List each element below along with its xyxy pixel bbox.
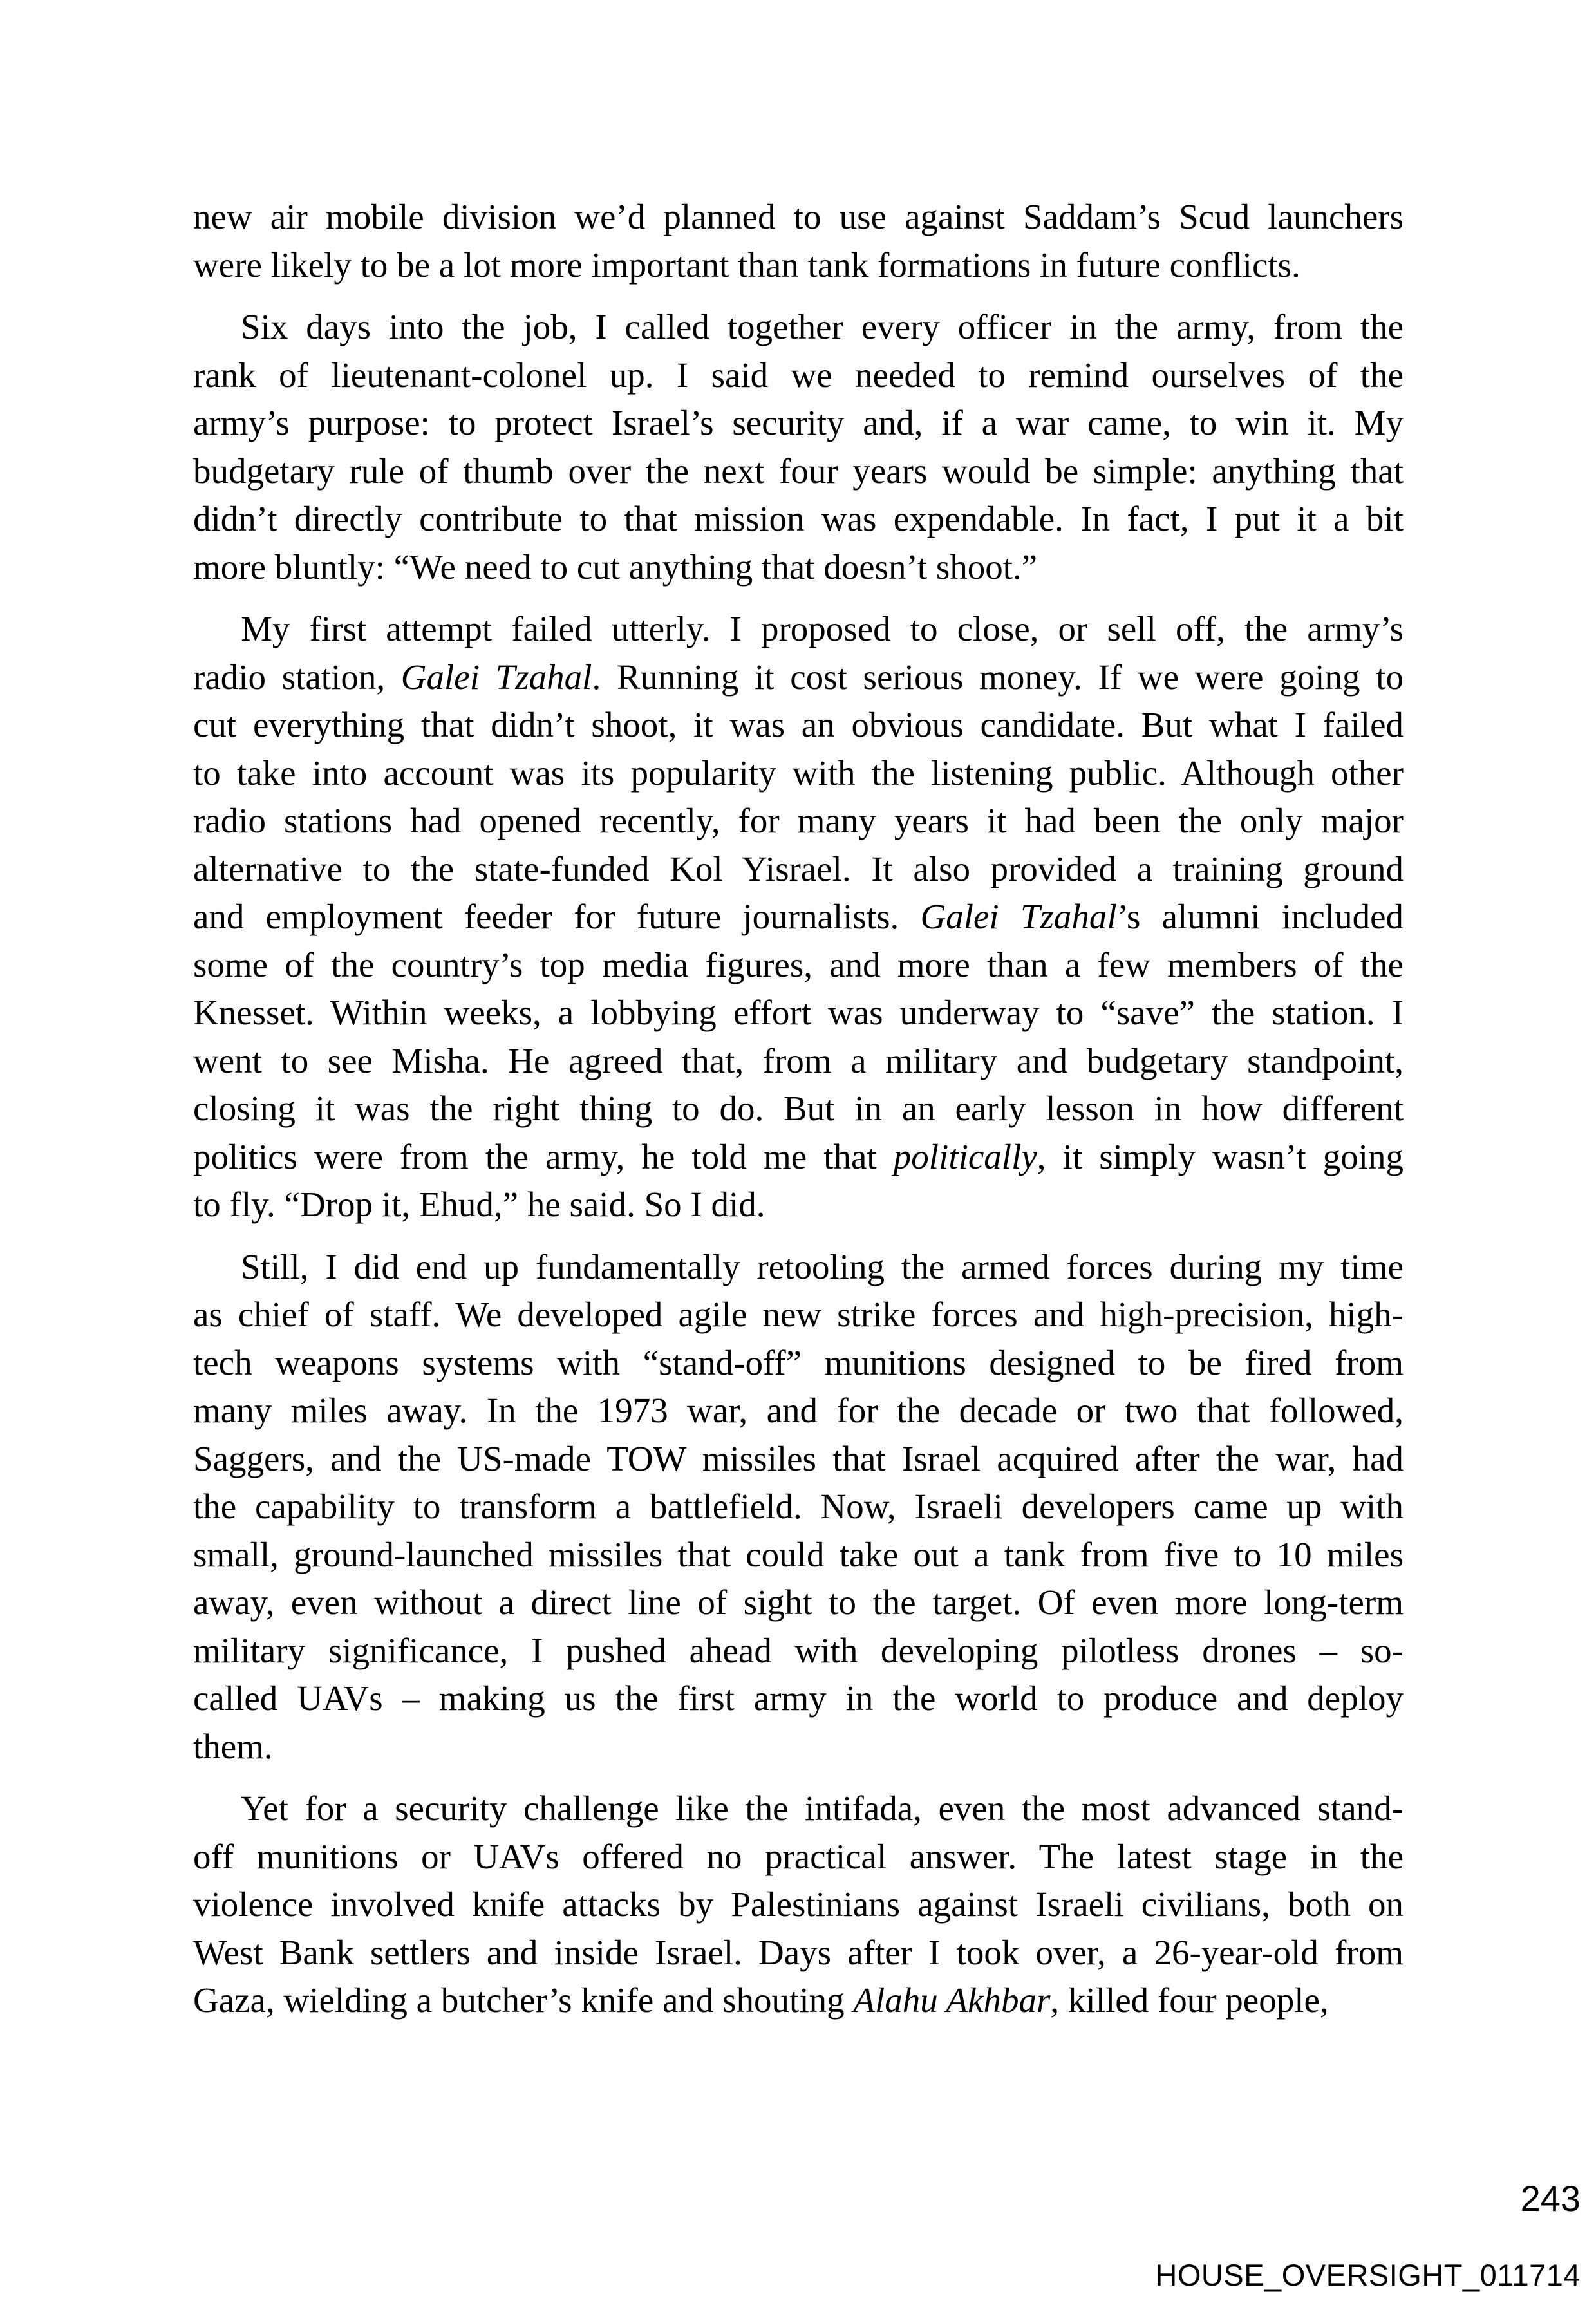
text-line: radio station, Galei Tzahal. Running it cost serious money. If we were going to <box>193 657 1404 697</box>
text-line: alternative to the state-funded Kol Yisrael. It also provided a training ground <box>193 849 1404 888</box>
text-line: Yet for a security challenge like the intifada, even the most advanced stand- <box>241 1789 1404 1828</box>
text-line: violence involved knife attacks by Palestinians against Israeli civilians, both on <box>193 1885 1404 1924</box>
text-line: Saggers, and the US-made TOW missiles that Israel acquired after the war, had <box>193 1438 1404 1478</box>
text-line: military significance, I pushed ahead with developing pilotless drones – so- <box>193 1630 1404 1670</box>
text-line: more bluntly: “We need to cut anything that doesn’t shoot.” <box>193 547 1038 587</box>
italic-term: Galei Tzahal <box>400 657 592 697</box>
italic-term: Alahu Akhbar <box>853 1980 1051 2020</box>
text-line: to take into account was its popularity with the listening public. Although other <box>193 753 1404 793</box>
text-line: some of the country’s top media figures, and more than a few members of the <box>193 945 1404 984</box>
text-line: as chief of staff. We developed agile new strike forces and high-precision, high- <box>193 1295 1404 1334</box>
italic-term: politically <box>893 1136 1037 1176</box>
paragraph <box>193 303 1404 591</box>
text-line: them. <box>193 1726 273 1766</box>
text-line: didn’t directly contribute to that mission was expendable. In fact, I put it a bit <box>193 499 1404 538</box>
text-line: and employment feeder for future journalists. Galei Tzahal’s alumni included <box>193 897 1404 936</box>
text-line: went to see Misha. He agreed that, from a military and budgetary standpoint, <box>193 1040 1404 1080</box>
italic-term: Galei Tzahal <box>920 897 1117 936</box>
paragraph <box>193 605 1404 1229</box>
body-text <box>193 193 1404 2039</box>
paragraph <box>193 1785 1404 2025</box>
paragraph <box>193 193 1404 289</box>
text-line: army’s purpose: to protect Israel’s security and, if a war came, to win it. My <box>193 403 1404 442</box>
text-line: Still, I did end up fundamentally retooling the armed forces during my time <box>241 1246 1404 1286</box>
bates-number: HOUSE_OVERSIGHT_011714 <box>1155 2258 1581 2292</box>
text-line: many miles away. In the 1973 war, and for the decade or two that followed, <box>193 1391 1404 1430</box>
page-number: 243 <box>1520 2178 1581 2219</box>
text-line: were likely to be a lot more important than tank formations in future conflicts. <box>193 245 1300 285</box>
text-line: rank of lieutenant-colonel up. I said we needed to remind ourselves of the <box>193 355 1404 395</box>
text-line: the capability to transform a battlefield. Now, Israeli developers came up with <box>193 1487 1404 1526</box>
text-line: budgetary rule of thumb over the next four years would be simple: anything that <box>193 451 1404 491</box>
text-line: Gaza, wielding a butcher’s knife and shouting Alahu Akhbar, killed four people, <box>193 1980 1329 2020</box>
text-line: closing it was the right thing to do. But in an early lesson in how different <box>193 1089 1404 1128</box>
paragraph <box>193 1243 1404 1771</box>
text-line: away, even without a direct line of sight to the target. Of even more long-term <box>193 1583 1404 1622</box>
text-line: Knesset. Within weeks, a lobbying effort was underway to “save” the station. I <box>193 993 1404 1032</box>
text-line: to fly. “Drop it, Ehud,” he said. So I did. <box>193 1185 765 1224</box>
text-line: West Bank settlers and inside Israel. Days after I took over, a 26-year-old from <box>193 1932 1404 1972</box>
text-line: Six days into the job, I called together every officer in the army, from the <box>241 307 1404 346</box>
text-line: cut everything that didn’t shoot, it was an obvious candidate. But what I failed <box>193 705 1404 744</box>
text-line: new air mobile division we’d planned to use against Saddam’s Scud launchers <box>193 197 1404 236</box>
text-line: called UAVs – making us the first army in the world to produce and deploy <box>193 1678 1404 1718</box>
text-line: radio stations had opened recently, for many years it had been the only major <box>193 801 1404 840</box>
text-line: off munitions or UAVs offered no practical answer. The latest stage in the <box>193 1836 1404 1876</box>
text-line: small, ground-launched missiles that could take out a tank from five to 10 miles <box>193 1534 1404 1574</box>
text-line: My first attempt failed utterly. I proposed to close, or sell off, the army’s <box>241 609 1404 648</box>
text-line: politics were from the army, he told me that politically, it simply wasn’t going <box>193 1136 1404 1176</box>
text-line: tech weapons systems with “stand-off” munitions designed to be fired from <box>193 1342 1404 1382</box>
